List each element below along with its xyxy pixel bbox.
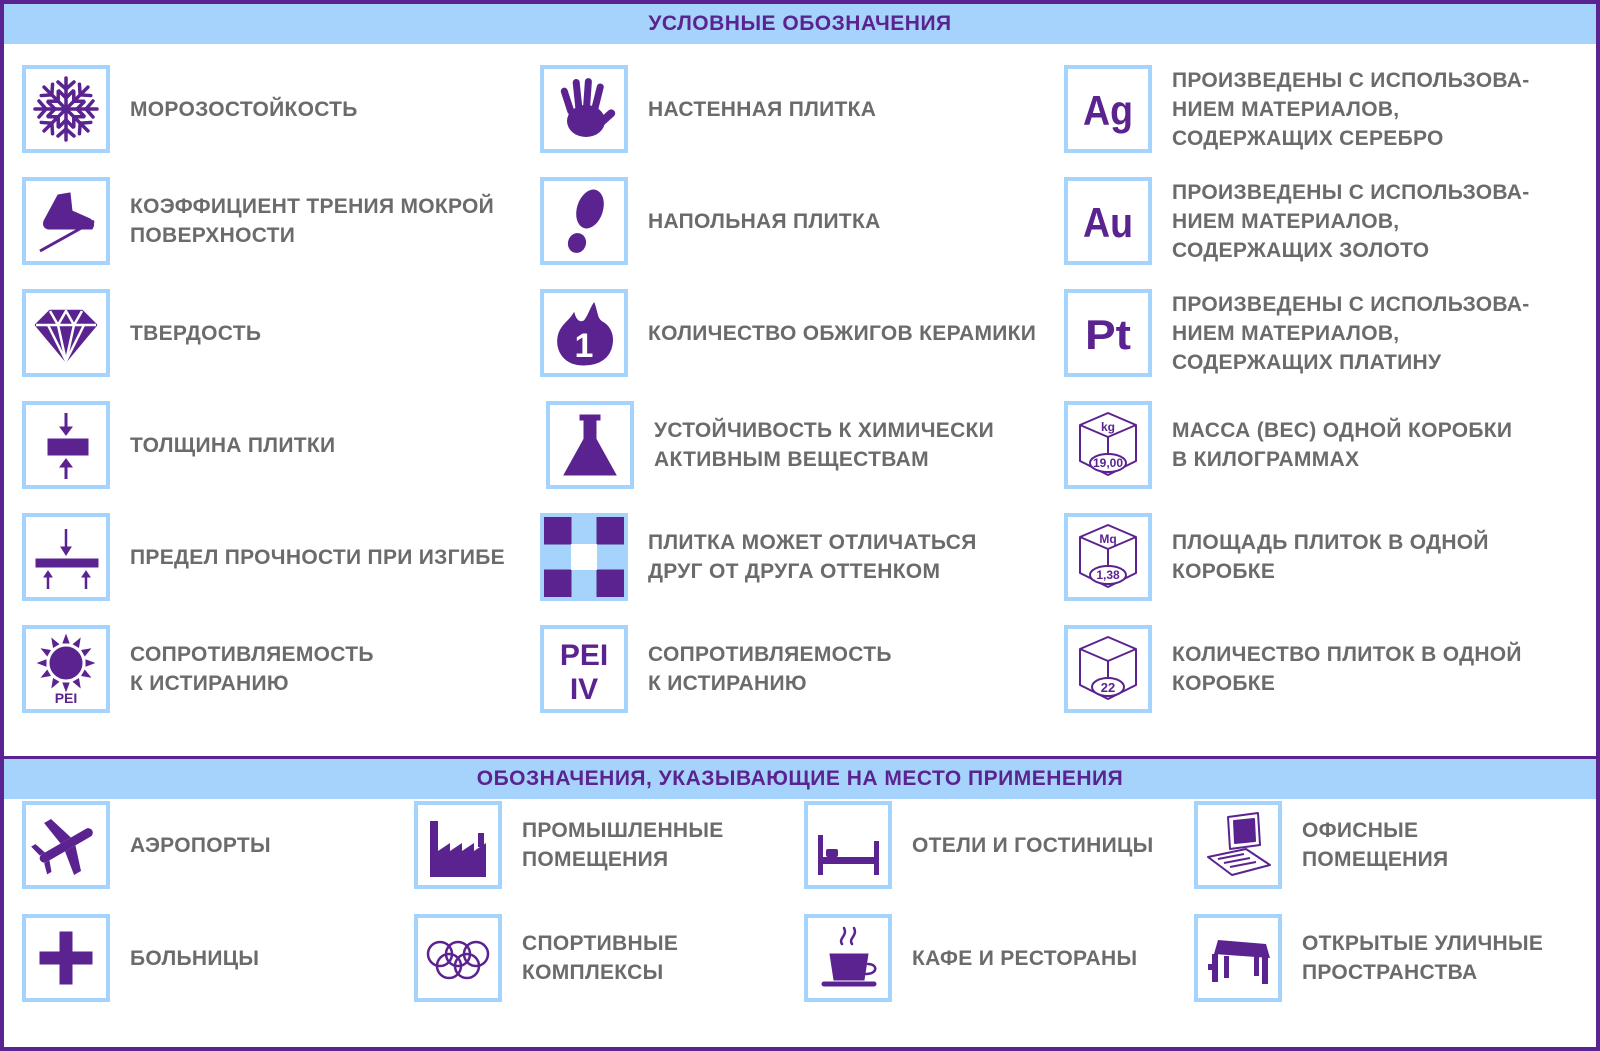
box-area-unit: Mq (1099, 532, 1117, 546)
legend-item-chemical (546, 401, 994, 489)
hand-icon (540, 65, 628, 153)
usage-label: ОТЕЛИ И ГОСТИНИЦЫ (912, 833, 1154, 857)
flask-icon (546, 401, 634, 489)
usage-label: БОЛЬНИЦЫ (130, 946, 260, 970)
legend-item-floor-tile (540, 177, 881, 265)
medical-cross-icon (22, 914, 110, 1002)
pei-gear-text: PEI (54, 690, 78, 706)
usage-item-hotels (804, 801, 1154, 889)
usage-label: ОТКРЫТЫЕ УЛИЧНЫЕ ПРОСТРАНСТВА (1302, 932, 1544, 984)
bending-icon (22, 513, 110, 601)
snowflake-icon (22, 65, 110, 153)
legend-label: МОРОЗОСТОЙКОСТЬ (130, 97, 358, 121)
legend-item-shade (540, 513, 977, 601)
legend-section-title: УСЛОВНЫЕ ОБОЗНАЧЕНИЯ (4, 4, 1596, 44)
box-weight-icon (1064, 401, 1152, 489)
silver-symbol: Ag (1083, 87, 1133, 134)
diamond-icon (22, 289, 110, 377)
coffee-cup-icon (804, 914, 892, 1002)
legend-item-firing (540, 289, 1036, 377)
gold-icon (1064, 177, 1152, 265)
usage-label: АЭРОПОРТЫ (130, 833, 271, 857)
bed-icon (804, 801, 892, 889)
shoe-slip-icon (22, 177, 110, 265)
legend-label: ПРОИЗВЕДЕНЫ С ИСПОЛЬЗОВА- НИЕМ МАТЕРИАЛОВ, СОДЕРЖАЩИХ СЕРЕБРО (1172, 68, 1530, 150)
legend-item-wall-tile (540, 65, 876, 153)
platinum-symbol: Pt (1085, 311, 1132, 358)
legend-item-pei-class (540, 625, 892, 713)
shade-checker-icon (540, 513, 628, 601)
legend-label: МАССА (ВЕС) ОДНОЙ КОРОБКИ В КИЛОГРАММАХ (1172, 419, 1513, 471)
airplane-icon (22, 801, 110, 889)
legend-item-pei-abrasion (22, 625, 374, 713)
legend-label: ПРОИЗВЕДЕНЫ С ИСПОЛЬЗОВА- НИЕМ МАТЕРИАЛОВ, СОДЕРЖАЩИХ ЗОЛОТО (1172, 180, 1530, 262)
usage-label: ОФИСНЫЕ ПОМЕЩЕНИЯ (1302, 819, 1449, 871)
legend-item-friction (22, 177, 494, 265)
usage-item-sports (414, 914, 678, 1002)
legend-label: КОЛИЧЕСТВО ОБЖИГОВ КЕРАМИКИ (648, 321, 1037, 345)
legend-label: ПРЕДЕЛ ПРОЧНОСТИ ПРИ ИЗГИБЕ (130, 545, 505, 569)
usage-label: КАФЕ И РЕСТОРАНЫ (912, 946, 1138, 970)
thickness-icon (22, 401, 110, 489)
usage-section-title: ОБОЗНАЧЕНИЯ, УКАЗЫВАЮЩИЕ НА МЕСТО ПРИМЕНЕНИЯ (4, 756, 1596, 799)
legend-item-thickness (22, 401, 335, 489)
platinum-icon (1064, 289, 1152, 377)
footprint-icon (540, 177, 628, 265)
box-weight-value: 19,00 (1092, 456, 1124, 470)
gold-symbol: Au (1083, 199, 1133, 246)
factory-icon (414, 801, 502, 889)
box-area-value: 1,38 (1096, 568, 1120, 582)
firing-icon (540, 289, 628, 377)
legend-label: КОЭФФИЦИЕНТ ТРЕНИЯ МОКРОЙ ПОВЕРХНОСТИ (130, 195, 495, 247)
legend-label: ПЛОЩАДЬ ПЛИТОК В ОДНОЙ КОРОБКЕ (1172, 531, 1489, 583)
legend-item-box-weight (1064, 401, 1512, 489)
box-area-icon (1064, 513, 1152, 601)
usage-item-hospitals (22, 914, 259, 1002)
legend-item-frost (22, 65, 358, 153)
box-count-value: 22 (1100, 680, 1116, 695)
legend-label: ПЛИТКА МОЖЕТ ОТЛИЧАТЬСЯ ДРУГ ОТ ДРУГА ОТТЕНКОМ (648, 531, 977, 583)
legend-label: ТОЛЩИНА ПЛИТКИ (130, 433, 336, 457)
pei-class-icon (540, 625, 628, 713)
legend-label: СОПРОТИВЛЯЕМОСТЬ К ИСТИРАНИЮ (130, 643, 374, 695)
usage-item-outdoor (1194, 914, 1543, 1002)
legend-label: КОЛИЧЕСТВО ПЛИТОК В ОДНОЙ КОРОБКЕ (1172, 643, 1522, 695)
legend-label: УСТОЙЧИВОСТЬ К ХИМИЧЕСКИ АКТИВНЫМ ВЕЩЕСТВАМ (654, 419, 995, 471)
usage-item-cafes (804, 914, 1137, 1002)
legend-label: НАПОЛЬНАЯ ПЛИТКА (648, 209, 881, 233)
legend-label: ТВЕРДОСТЬ (130, 321, 262, 345)
box-weight-unit: kg (1100, 420, 1116, 434)
legend-item-gold (1064, 177, 1530, 265)
legend-item-silver (1064, 65, 1530, 153)
silver-icon (1064, 65, 1152, 153)
usage-item-offices (1194, 801, 1448, 889)
legend-label: СОПРОТИВЛЯЕМОСТЬ К ИСТИРАНИЮ (648, 643, 892, 695)
legend-item-hardness (22, 289, 261, 377)
legend-item-box-count (1064, 625, 1522, 713)
pei-gear-icon (22, 625, 110, 713)
pei-class-text: PEI (559, 639, 609, 672)
olympic-rings-icon (414, 914, 502, 1002)
usage-item-airports (22, 801, 271, 889)
legend-label: ПРОИЗВЕДЕНЫ С ИСПОЛЬЗОВА- НИЕМ МАТЕРИАЛОВ, СОДЕРЖАЩИХ ПЛАТИНУ (1172, 292, 1530, 374)
usage-label: ПРОМЫШЛЕННЫЕ ПОМЕЩЕНИЯ (522, 819, 724, 871)
computer-icon (1194, 801, 1282, 889)
legend-item-bending (22, 513, 505, 601)
legend-item-platinum (1064, 289, 1530, 377)
firing-count-text: 1 (574, 327, 594, 365)
legend-item-box-area (1064, 513, 1489, 601)
usage-label: СПОРТИВНЫЕ КОМПЛЕКСЫ (522, 932, 679, 984)
usage-item-industrial (414, 801, 724, 889)
box-count-icon (1064, 625, 1152, 713)
legend-label: НАСТЕННАЯ ПЛИТКА (648, 97, 877, 121)
bench-icon (1194, 914, 1282, 1002)
pei-class-roman: IV (569, 673, 599, 706)
